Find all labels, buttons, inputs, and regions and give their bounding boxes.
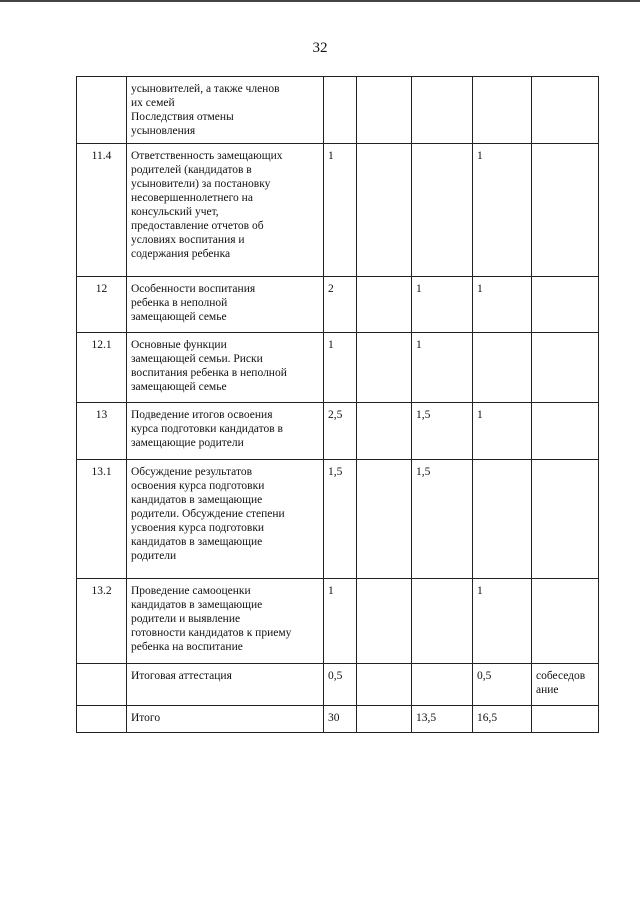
theme-cell — [127, 579, 324, 664]
page-number: 32 — [312, 40, 328, 56]
total-hours-cell: 0,5 — [324, 664, 357, 706]
total-hours-cell: 2,5 — [324, 403, 357, 460]
total-hours-cell: 1,5 — [324, 460, 357, 579]
theme-line: несовершеннолетнего на — [131, 192, 253, 204]
form-cell — [532, 579, 599, 664]
row-number-cell: 12.1 — [77, 333, 127, 403]
hours-cell — [473, 77, 532, 144]
theme-line: освоения курса подготовки — [131, 480, 265, 492]
table-row — [77, 144, 599, 277]
hours-cell — [473, 333, 532, 403]
table-row — [77, 706, 599, 733]
row-number-cell — [77, 664, 127, 706]
row-number-cell: 13 — [77, 403, 127, 460]
hours-cell: 13,5 — [412, 706, 473, 733]
hours-cell — [412, 144, 473, 277]
hours-cell: 1 — [473, 144, 532, 277]
theme-line: курса подготовки кандидатов в — [131, 423, 283, 435]
hours-cell — [357, 144, 412, 277]
theme-line: Основные функции — [131, 339, 227, 351]
theme-line: воспитания ребенка в неполной — [131, 367, 287, 379]
theme-line: Ответственность замещающих — [131, 150, 283, 162]
theme-line: усвоения курса подготовки — [131, 522, 265, 534]
hours-cell: 1 — [473, 403, 532, 460]
theme-line: замещающей семьи. Риски — [131, 353, 263, 365]
hours-cell — [357, 333, 412, 403]
theme-cell — [127, 144, 324, 277]
hours-cell — [357, 460, 412, 579]
theme-line: предоставление отчетов об — [131, 220, 264, 232]
table-row — [77, 403, 599, 460]
theme-line: консульский учет, — [131, 206, 219, 218]
form-line: собеседов — [536, 670, 586, 682]
form-cell — [532, 706, 599, 733]
theme-line: родители. Обсуждение степени — [131, 508, 285, 520]
theme-line: ребенка на воспитание — [131, 641, 243, 653]
total-hours-cell: 2 — [324, 277, 357, 333]
row-number-cell — [77, 77, 127, 144]
curriculum-table — [76, 76, 599, 733]
row-number-cell — [77, 706, 127, 733]
table-row — [77, 77, 599, 144]
theme-line: кандидатов в замещающие — [131, 599, 263, 611]
hours-cell — [473, 460, 532, 579]
hours-cell: 16,5 — [473, 706, 532, 733]
total-hours-cell: 1 — [324, 333, 357, 403]
theme-line: условиях воспитания и — [131, 234, 245, 246]
hours-cell: 1 — [473, 277, 532, 333]
form-cell — [532, 664, 599, 706]
form-cell — [532, 333, 599, 403]
total-hours-cell: 1 — [324, 144, 357, 277]
theme-line: родители — [131, 550, 177, 562]
form-cell — [532, 460, 599, 579]
theme-line: кандидатов в замещающие — [131, 536, 263, 548]
form-cell — [532, 144, 599, 277]
hours-cell: 1,5 — [412, 403, 473, 460]
form-cell — [532, 77, 599, 144]
theme-line: ребенка в неполной — [131, 297, 228, 309]
form-cell — [532, 403, 599, 460]
theme-line: Подведение итогов освоения — [131, 409, 273, 421]
theme-cell — [127, 403, 324, 460]
theme-line: Последствия отмены — [131, 111, 234, 123]
hours-cell: 1 — [412, 277, 473, 333]
table-row — [77, 277, 599, 333]
table-row — [77, 460, 599, 579]
hours-cell — [412, 664, 473, 706]
total-hours-cell: 30 — [324, 706, 357, 733]
hours-cell — [357, 277, 412, 333]
theme-line: Итоговая аттестация — [131, 670, 232, 682]
row-number-cell: 12 — [77, 277, 127, 333]
table-row — [77, 664, 599, 706]
theme-line: содержания ребенка — [131, 248, 231, 260]
hours-cell — [357, 403, 412, 460]
theme-cell — [127, 277, 324, 333]
theme-line: Итого — [131, 712, 161, 724]
hours-cell — [412, 77, 473, 144]
theme-line: родителей (кандидатов в — [131, 164, 252, 176]
hours-cell: 0,5 — [473, 664, 532, 706]
hours-cell: 1 — [473, 579, 532, 664]
row-number-cell: 13.2 — [77, 579, 127, 664]
theme-line: Проведение самооценки — [131, 585, 251, 597]
theme-line: Особенности воспитания — [131, 283, 256, 295]
row-number-cell: 13.1 — [77, 460, 127, 579]
form-cell — [532, 277, 599, 333]
theme-line: усыновителей, а также членов — [131, 83, 280, 95]
hours-cell: 1 — [412, 333, 473, 403]
theme-cell — [127, 664, 324, 706]
theme-line: кандидатов в замещающие — [131, 494, 263, 506]
top-border-line — [0, 0, 640, 2]
theme-line: готовности кандидатов к приему — [131, 627, 292, 639]
theme-cell — [127, 333, 324, 403]
theme-line: замещающие родители — [131, 437, 244, 449]
theme-line: Обсуждение результатов — [131, 466, 253, 478]
theme-line: усыновители) за постановку — [131, 178, 271, 190]
table-row — [77, 333, 599, 403]
row-number-cell: 11.4 — [77, 144, 127, 277]
theme-cell — [127, 77, 324, 144]
hours-cell — [357, 706, 412, 733]
hours-cell: 1,5 — [412, 460, 473, 579]
total-hours-cell — [324, 77, 357, 144]
theme-line: замещающей семье — [131, 381, 227, 393]
theme-cell — [127, 706, 324, 733]
hours-cell — [357, 664, 412, 706]
hours-cell — [357, 77, 412, 144]
total-hours-cell: 1 — [324, 579, 357, 664]
theme-line: усыновления — [131, 125, 196, 137]
hours-cell — [357, 579, 412, 664]
form-line: ание — [536, 684, 559, 696]
table-row — [77, 579, 599, 664]
theme-line: родители и выявление — [131, 613, 241, 625]
hours-cell — [412, 579, 473, 664]
theme-cell — [127, 460, 324, 579]
theme-line: их семей — [131, 97, 175, 109]
theme-line: замещающей семье — [131, 311, 227, 323]
